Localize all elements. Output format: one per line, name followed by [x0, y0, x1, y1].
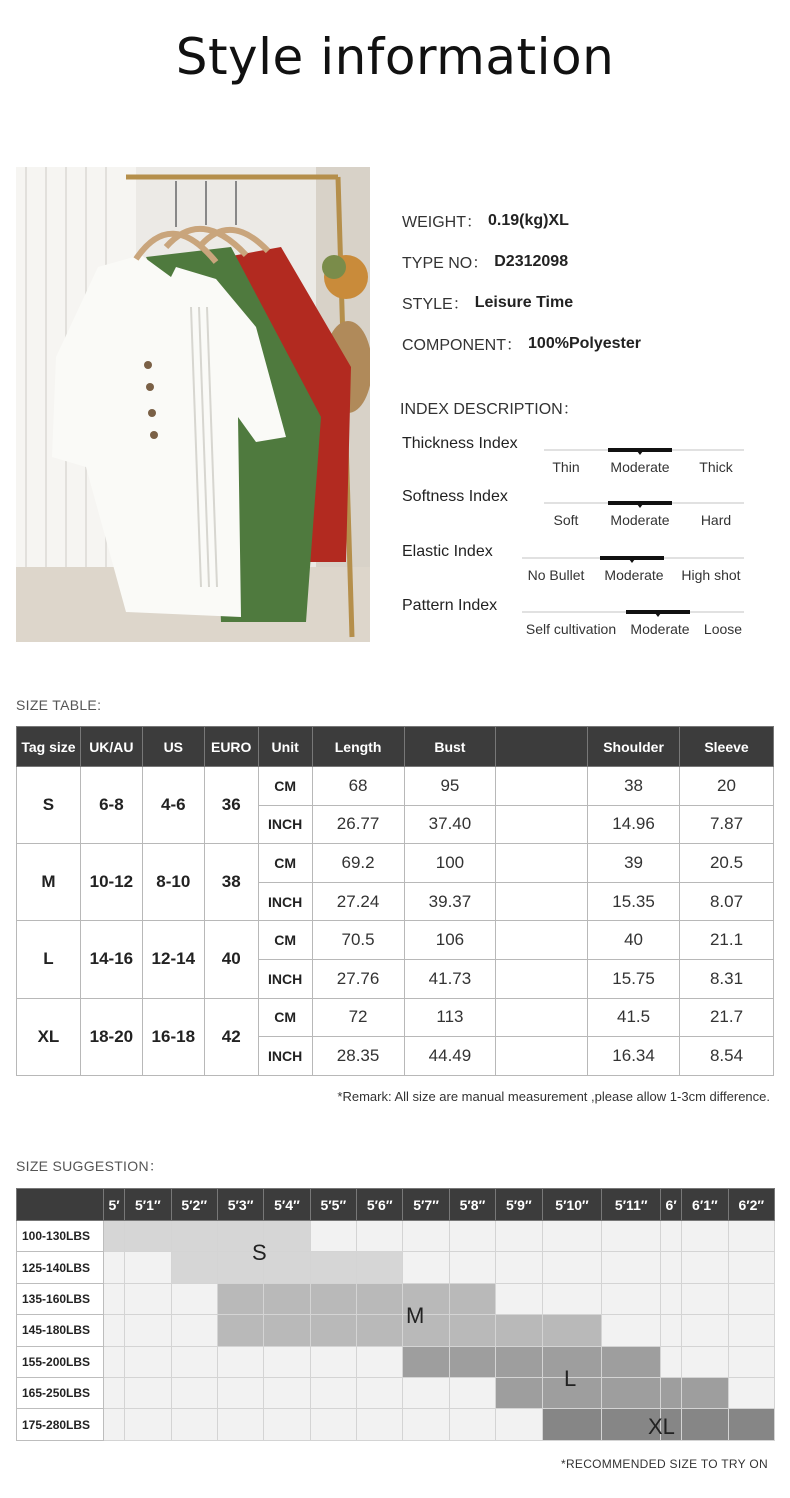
suggestion-cell	[682, 1346, 728, 1377]
suggestion-cell	[217, 1377, 263, 1408]
suggestion-cell	[728, 1346, 774, 1377]
suggestion-cell	[125, 1221, 171, 1252]
suggestion-cell	[357, 1315, 403, 1346]
sleeve-cell: 8.31	[680, 959, 774, 998]
suggestion-cell	[728, 1221, 774, 1252]
length-cell: 68	[312, 767, 404, 806]
index-option: Hard	[700, 512, 732, 528]
size-label-l: L	[564, 1366, 577, 1391]
suggestion-cell	[264, 1283, 310, 1314]
suggestion-cell	[496, 1283, 542, 1314]
suggestion-cell	[728, 1315, 774, 1346]
shoulder-cell: 16.34	[588, 1037, 680, 1076]
thickness-index	[400, 435, 745, 485]
suggestion-cell	[357, 1221, 403, 1252]
suggestion-cell	[264, 1221, 310, 1252]
style-info	[402, 200, 782, 364]
tag-size-cell: XL	[17, 998, 81, 1075]
length-cell: 72	[312, 998, 404, 1037]
suggestion-cell	[403, 1409, 449, 1440]
column-header: Shoulder	[588, 727, 680, 767]
suggestion-cell	[661, 1377, 682, 1408]
index-option: No Bullet	[527, 567, 585, 583]
suggestion-cell	[449, 1315, 495, 1346]
info-style: STYLE： Leisure Time	[402, 293, 574, 313]
suggestion-cell	[264, 1409, 310, 1440]
unit-cell: INCH	[258, 1037, 312, 1076]
size-table-header	[17, 727, 774, 767]
suggestion-cell	[264, 1252, 310, 1283]
bust-cell: 106	[404, 921, 496, 960]
euro-cell: 36	[204, 767, 258, 844]
bust-cell: 95	[404, 767, 496, 806]
suggestion-row	[17, 1221, 775, 1252]
index-option: Soft	[553, 512, 579, 528]
height-header: 5′10″	[542, 1189, 602, 1221]
table-row	[17, 844, 774, 883]
suggestion-cell	[449, 1252, 495, 1283]
suggestion-cell	[171, 1346, 217, 1377]
suggestion-cell	[357, 1409, 403, 1440]
weight-label: 175-280LBS	[17, 1409, 104, 1440]
height-header: 6′1″	[682, 1189, 728, 1221]
index-label: Pattern Index	[402, 597, 498, 614]
remark-note: *Remark: All size are manual measurement ,please allow 1-3cm difference.	[337, 1089, 770, 1104]
size-table-label: SIZE TABLE:	[16, 697, 102, 713]
suggestion-cell	[125, 1409, 171, 1440]
column-header: US	[142, 727, 204, 767]
blank-cell	[496, 921, 588, 960]
suggestion-cell	[357, 1283, 403, 1314]
suggestion-row	[17, 1283, 775, 1314]
weight-label: 165-250LBS	[17, 1377, 104, 1408]
suggestion-cell	[171, 1315, 217, 1346]
suggestion-cell	[310, 1283, 356, 1314]
suggestion-cell	[449, 1346, 495, 1377]
suggestion-cell	[661, 1252, 682, 1283]
suggestion-cell	[602, 1377, 661, 1408]
suggestion-cell	[449, 1221, 495, 1252]
suggestion-cell	[542, 1315, 602, 1346]
suggestion-cell	[602, 1283, 661, 1314]
index-marker	[626, 610, 690, 614]
size-suggestion-table	[16, 1188, 775, 1441]
index-option: Thin	[552, 459, 580, 475]
info-type-no: TYPE NO： D2312098	[402, 252, 569, 272]
suggestion-cell	[449, 1283, 495, 1314]
suggestion-cell	[125, 1346, 171, 1377]
blank-cell	[496, 767, 588, 806]
length-cell: 27.24	[312, 882, 404, 921]
euro-cell: 38	[204, 844, 258, 921]
pattern-index	[400, 597, 745, 647]
height-header: 5′1″	[125, 1189, 171, 1221]
sleeve-cell: 20.5	[680, 844, 774, 883]
suggestion-cell	[602, 1315, 661, 1346]
recommend-note: *RECOMMENDED SIZE TO TRY ON	[560, 1457, 768, 1471]
blank-cell	[496, 1037, 588, 1076]
us-cell: 4-6	[142, 767, 204, 844]
index-marker	[608, 448, 672, 452]
height-header: 5′6″	[357, 1189, 403, 1221]
index-option-selected: Moderate	[630, 621, 690, 637]
shoulder-cell: 15.75	[588, 959, 680, 998]
suggestion-cell	[357, 1346, 403, 1377]
suggestion-cell	[728, 1409, 774, 1440]
table-row	[17, 998, 774, 1037]
suggestion-cell	[682, 1377, 728, 1408]
unit-cell: INCH	[258, 805, 312, 844]
tag-size-cell: M	[17, 844, 81, 921]
suggestion-cell	[661, 1221, 682, 1252]
height-header: 5′5″	[310, 1189, 356, 1221]
suggestion-cell	[496, 1346, 542, 1377]
suggestion-cell	[542, 1252, 602, 1283]
suggestion-cell	[171, 1252, 217, 1283]
index-option-selected: Moderate	[610, 512, 670, 528]
suggestion-cell	[728, 1283, 774, 1314]
us-cell: 8-10	[142, 844, 204, 921]
weight-label: 155-200LBS	[17, 1346, 104, 1377]
shoulder-cell: 14.96	[588, 805, 680, 844]
height-header: 5′2″	[171, 1189, 217, 1221]
shoulder-cell: 40	[588, 921, 680, 960]
suggestion-cell	[217, 1409, 263, 1440]
length-cell: 70.5	[312, 921, 404, 960]
suggestion-row	[17, 1346, 775, 1377]
suggestion-cell	[310, 1315, 356, 1346]
unit-cell: INCH	[258, 882, 312, 921]
size-table	[16, 726, 774, 1076]
height-header: 5′3″	[217, 1189, 263, 1221]
length-cell: 26.77	[312, 805, 404, 844]
info-weight: WEIGHT： 0.19(kg)XL	[402, 211, 569, 231]
elastic-index	[400, 543, 745, 593]
index-label: Thickness Index	[402, 435, 518, 452]
suggestion-cell	[542, 1221, 602, 1252]
length-cell: 28.35	[312, 1037, 404, 1076]
column-header: Sleeve	[680, 727, 774, 767]
suggestion-cell	[171, 1377, 217, 1408]
index-option: Self cultivation	[525, 621, 617, 637]
suggestion-cell	[125, 1252, 171, 1283]
unit-cell: CM	[258, 767, 312, 806]
suggestion-cell	[496, 1409, 542, 1440]
suggestion-cell	[264, 1315, 310, 1346]
euro-cell: 42	[204, 998, 258, 1075]
unit-cell: CM	[258, 844, 312, 883]
uk-au-cell: 10-12	[80, 844, 142, 921]
blank-cell	[496, 844, 588, 883]
weight-label: 145-180LBS	[17, 1315, 104, 1346]
suggestion-cell	[449, 1409, 495, 1440]
suggestion-cell	[104, 1346, 125, 1377]
suggestion-cell	[661, 1315, 682, 1346]
size-label-s: S	[252, 1240, 267, 1265]
suggestion-cell	[496, 1221, 542, 1252]
product-photo	[16, 167, 370, 642]
suggestion-cell	[357, 1377, 403, 1408]
size-suggestion-label: SIZE SUGGESTION：	[16, 1158, 164, 1174]
uk-au-cell: 14-16	[80, 921, 142, 998]
column-header: EURO	[204, 727, 258, 767]
tag-size-cell: L	[17, 921, 81, 998]
euro-cell: 40	[204, 921, 258, 998]
suggestion-row	[17, 1377, 775, 1408]
index-description-title: INDEX DESCRIPTION：	[400, 401, 579, 418]
size-label-m: M	[406, 1303, 425, 1328]
sleeve-cell: 21.1	[680, 921, 774, 960]
suggestion-cell	[104, 1315, 125, 1346]
suggestion-cell	[728, 1377, 774, 1408]
shoulder-cell: 15.35	[588, 882, 680, 921]
suggestion-cell	[449, 1377, 495, 1408]
bust-cell: 41.73	[404, 959, 496, 998]
page-title: Style information	[175, 28, 615, 86]
suggestion-cell	[310, 1409, 356, 1440]
index-marker	[600, 556, 664, 560]
suggestion-row	[17, 1252, 775, 1283]
suggestion-cell	[542, 1409, 602, 1440]
height-header: 5′8″	[449, 1189, 495, 1221]
suggestion-cell	[496, 1315, 542, 1346]
blank-cell	[496, 882, 588, 921]
shoulder-cell: 38	[588, 767, 680, 806]
height-header: 6′2″	[728, 1189, 774, 1221]
suggestion-cell	[496, 1252, 542, 1283]
height-header: 5′	[104, 1189, 125, 1221]
sleeve-cell: 20	[680, 767, 774, 806]
index-option-selected: Moderate	[610, 459, 670, 475]
bust-cell: 100	[404, 844, 496, 883]
uk-au-cell: 6-8	[80, 767, 142, 844]
suggestion-cell	[171, 1283, 217, 1314]
column-header: UK/AU	[80, 727, 142, 767]
height-header: 5′11″	[602, 1189, 661, 1221]
suggestion-cell	[728, 1252, 774, 1283]
blank-cell	[496, 959, 588, 998]
index-option: Thick	[699, 459, 733, 475]
tag-size-cell: S	[17, 767, 81, 844]
table-row	[17, 921, 774, 960]
sleeve-cell: 7.87	[680, 805, 774, 844]
suggestion-cell	[104, 1221, 125, 1252]
index-marker	[608, 501, 672, 505]
bust-cell: 113	[404, 998, 496, 1037]
suggestion-cell	[310, 1221, 356, 1252]
length-cell: 69.2	[312, 844, 404, 883]
weight-label: 125-140LBS	[17, 1252, 104, 1283]
column-header: Unit	[258, 727, 312, 767]
index-option: High shot	[681, 567, 741, 583]
us-cell: 12-14	[142, 921, 204, 998]
column-header: Length	[312, 727, 404, 767]
suggestion-cell	[104, 1377, 125, 1408]
suggestion-cell	[682, 1283, 728, 1314]
suggestion-cell	[310, 1252, 356, 1283]
suggestion-cell	[602, 1346, 661, 1377]
suggestion-row	[17, 1315, 775, 1346]
product-image	[16, 167, 370, 642]
suggestion-cell	[310, 1346, 356, 1377]
suggestion-cell	[217, 1283, 263, 1314]
sleeve-cell: 8.54	[680, 1037, 774, 1076]
corner-cell	[17, 1189, 104, 1221]
index-label: Elastic Index	[402, 543, 493, 560]
suggestion-cell	[104, 1409, 125, 1440]
suggestion-cell	[602, 1221, 661, 1252]
column-header	[496, 727, 588, 767]
suggestion-cell	[661, 1283, 682, 1314]
softness-index	[400, 488, 745, 538]
unit-cell: CM	[258, 921, 312, 960]
uk-au-cell: 18-20	[80, 998, 142, 1075]
bust-cell: 37.40	[404, 805, 496, 844]
height-header: 5′7″	[403, 1189, 449, 1221]
suggestion-cell	[171, 1409, 217, 1440]
index-label: Softness Index	[402, 488, 508, 505]
suggestion-cell	[104, 1283, 125, 1314]
blank-cell	[496, 998, 588, 1037]
size-label-xl: XL	[648, 1414, 675, 1439]
suggestion-cell	[682, 1252, 728, 1283]
suggestion-cell	[403, 1221, 449, 1252]
unit-cell: INCH	[258, 959, 312, 998]
unit-cell: CM	[258, 998, 312, 1037]
bust-cell: 44.49	[404, 1037, 496, 1076]
suggestion-cell	[264, 1377, 310, 1408]
suggestion-cell	[682, 1315, 728, 1346]
suggestion-cell	[125, 1315, 171, 1346]
weight-label: 100-130LBS	[17, 1221, 104, 1252]
blank-cell	[496, 805, 588, 844]
sleeve-cell: 21.7	[680, 998, 774, 1037]
suggestion-cell	[602, 1252, 661, 1283]
suggestion-cell	[217, 1346, 263, 1377]
suggestion-cell	[682, 1221, 728, 1252]
length-cell: 27.76	[312, 959, 404, 998]
bust-cell: 39.37	[404, 882, 496, 921]
table-row	[17, 767, 774, 806]
weight-label: 135-160LBS	[17, 1283, 104, 1314]
index-option: Loose	[703, 621, 743, 637]
sleeve-cell: 8.07	[680, 882, 774, 921]
column-header: Tag size	[17, 727, 81, 767]
suggestion-cell	[310, 1377, 356, 1408]
suggestion-cell	[125, 1283, 171, 1314]
suggestion-cell	[661, 1346, 682, 1377]
height-header: 6′	[661, 1189, 682, 1221]
suggestion-cell	[104, 1252, 125, 1283]
height-header: 5′4″	[264, 1189, 310, 1221]
info-component: COMPONENT： 100%Polyester	[402, 334, 641, 354]
suggestion-cell	[171, 1221, 217, 1252]
us-cell: 16-18	[142, 998, 204, 1075]
index-option-selected: Moderate	[604, 567, 664, 583]
size-suggestion-header	[17, 1189, 775, 1221]
suggestion-cell	[125, 1377, 171, 1408]
suggestion-cell	[357, 1252, 403, 1283]
suggestion-cell	[217, 1315, 263, 1346]
height-header: 5′9″	[496, 1189, 542, 1221]
suggestion-cell	[264, 1346, 310, 1377]
suggestion-cell	[682, 1409, 728, 1440]
shoulder-cell: 39	[588, 844, 680, 883]
shoulder-cell: 41.5	[588, 998, 680, 1037]
suggestion-cell	[403, 1377, 449, 1408]
suggestion-cell	[403, 1252, 449, 1283]
column-header: Bust	[404, 727, 496, 767]
suggestion-cell	[496, 1377, 542, 1408]
suggestion-cell	[403, 1346, 449, 1377]
suggestion-cell	[542, 1283, 602, 1314]
